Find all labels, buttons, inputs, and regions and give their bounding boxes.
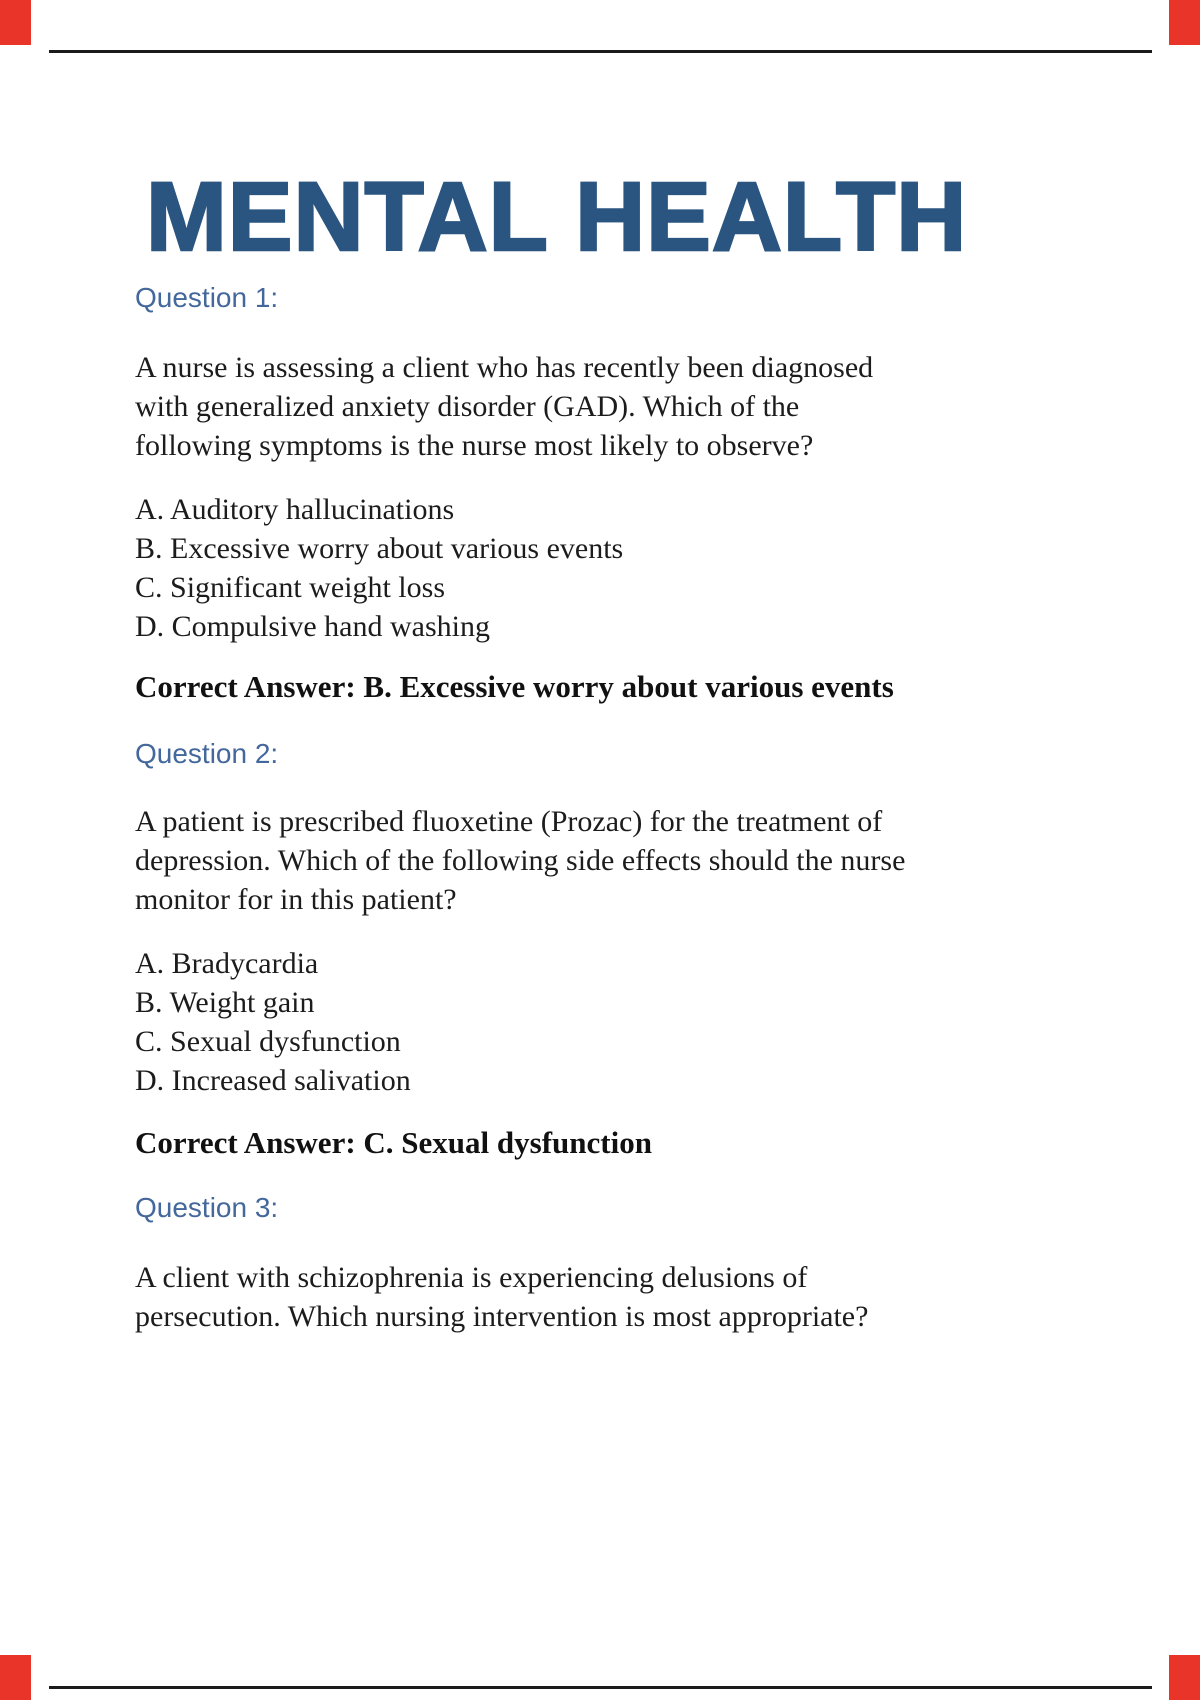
- question-2-option-a: A. Bradycardia: [135, 947, 319, 980]
- question-2-text: [135, 802, 905, 919]
- question-1-text: [135, 348, 873, 465]
- question-1-option-d: D. Compulsive hand washing: [135, 610, 490, 643]
- question-2-text-line: monitor for in this patient?: [135, 883, 457, 916]
- document-title: MENTAL HEALTH: [146, 162, 968, 271]
- question-1-text-line: following symptoms is the nurse most likely to observe?: [135, 429, 814, 462]
- corner-mark-bottom-right: [1169, 1655, 1200, 1700]
- question-2-option-c: C. Sexual dysfunction: [135, 1025, 401, 1058]
- question-1-options: [135, 490, 623, 646]
- question-2-option-b: B. Weight gain: [135, 986, 315, 1019]
- question-3-heading: Question 3:: [135, 1192, 279, 1223]
- question-2-text-line: A patient is prescribed fluoxetine (Prozac) for the treatment of: [135, 805, 883, 838]
- question-2-option-d: D. Increased salivation: [135, 1064, 411, 1097]
- top-rule: [49, 50, 1152, 53]
- question-1-correct-answer: Correct Answer: B. Excessive worry about various events: [135, 669, 894, 704]
- question-3-text-line: A client with schizophrenia is experiencing delusions of: [135, 1261, 808, 1294]
- question-2-text-line: depression. Which of the following side effects should the nurse: [135, 844, 906, 877]
- corner-mark-top-left: [0, 0, 31, 45]
- corner-mark-top-right: [1169, 0, 1200, 45]
- question-1-option-a: A. Auditory hallucinations: [135, 493, 455, 526]
- question-1-option-c: C. Significant weight loss: [135, 571, 445, 604]
- question-1-text-line: A nurse is assessing a client who has recently been diagnosed: [135, 351, 874, 384]
- question-2-correct-answer: Correct Answer: C. Sexual dysfunction: [135, 1125, 652, 1160]
- question-2-options: [135, 944, 411, 1100]
- question-1-heading: Question 1:: [135, 282, 279, 313]
- question-1-text-line: with generalized anxiety disorder (GAD). Which of the: [135, 390, 800, 423]
- question-3-text-line: persecution. Which nursing intervention is most appropriate?: [135, 1300, 869, 1333]
- question-2-heading: Question 2:: [135, 738, 279, 769]
- corner-mark-bottom-left: [0, 1655, 31, 1700]
- bottom-rule: [49, 1686, 1152, 1689]
- question-3-text: [135, 1258, 868, 1336]
- question-1-option-b: B. Excessive worry about various events: [135, 532, 624, 565]
